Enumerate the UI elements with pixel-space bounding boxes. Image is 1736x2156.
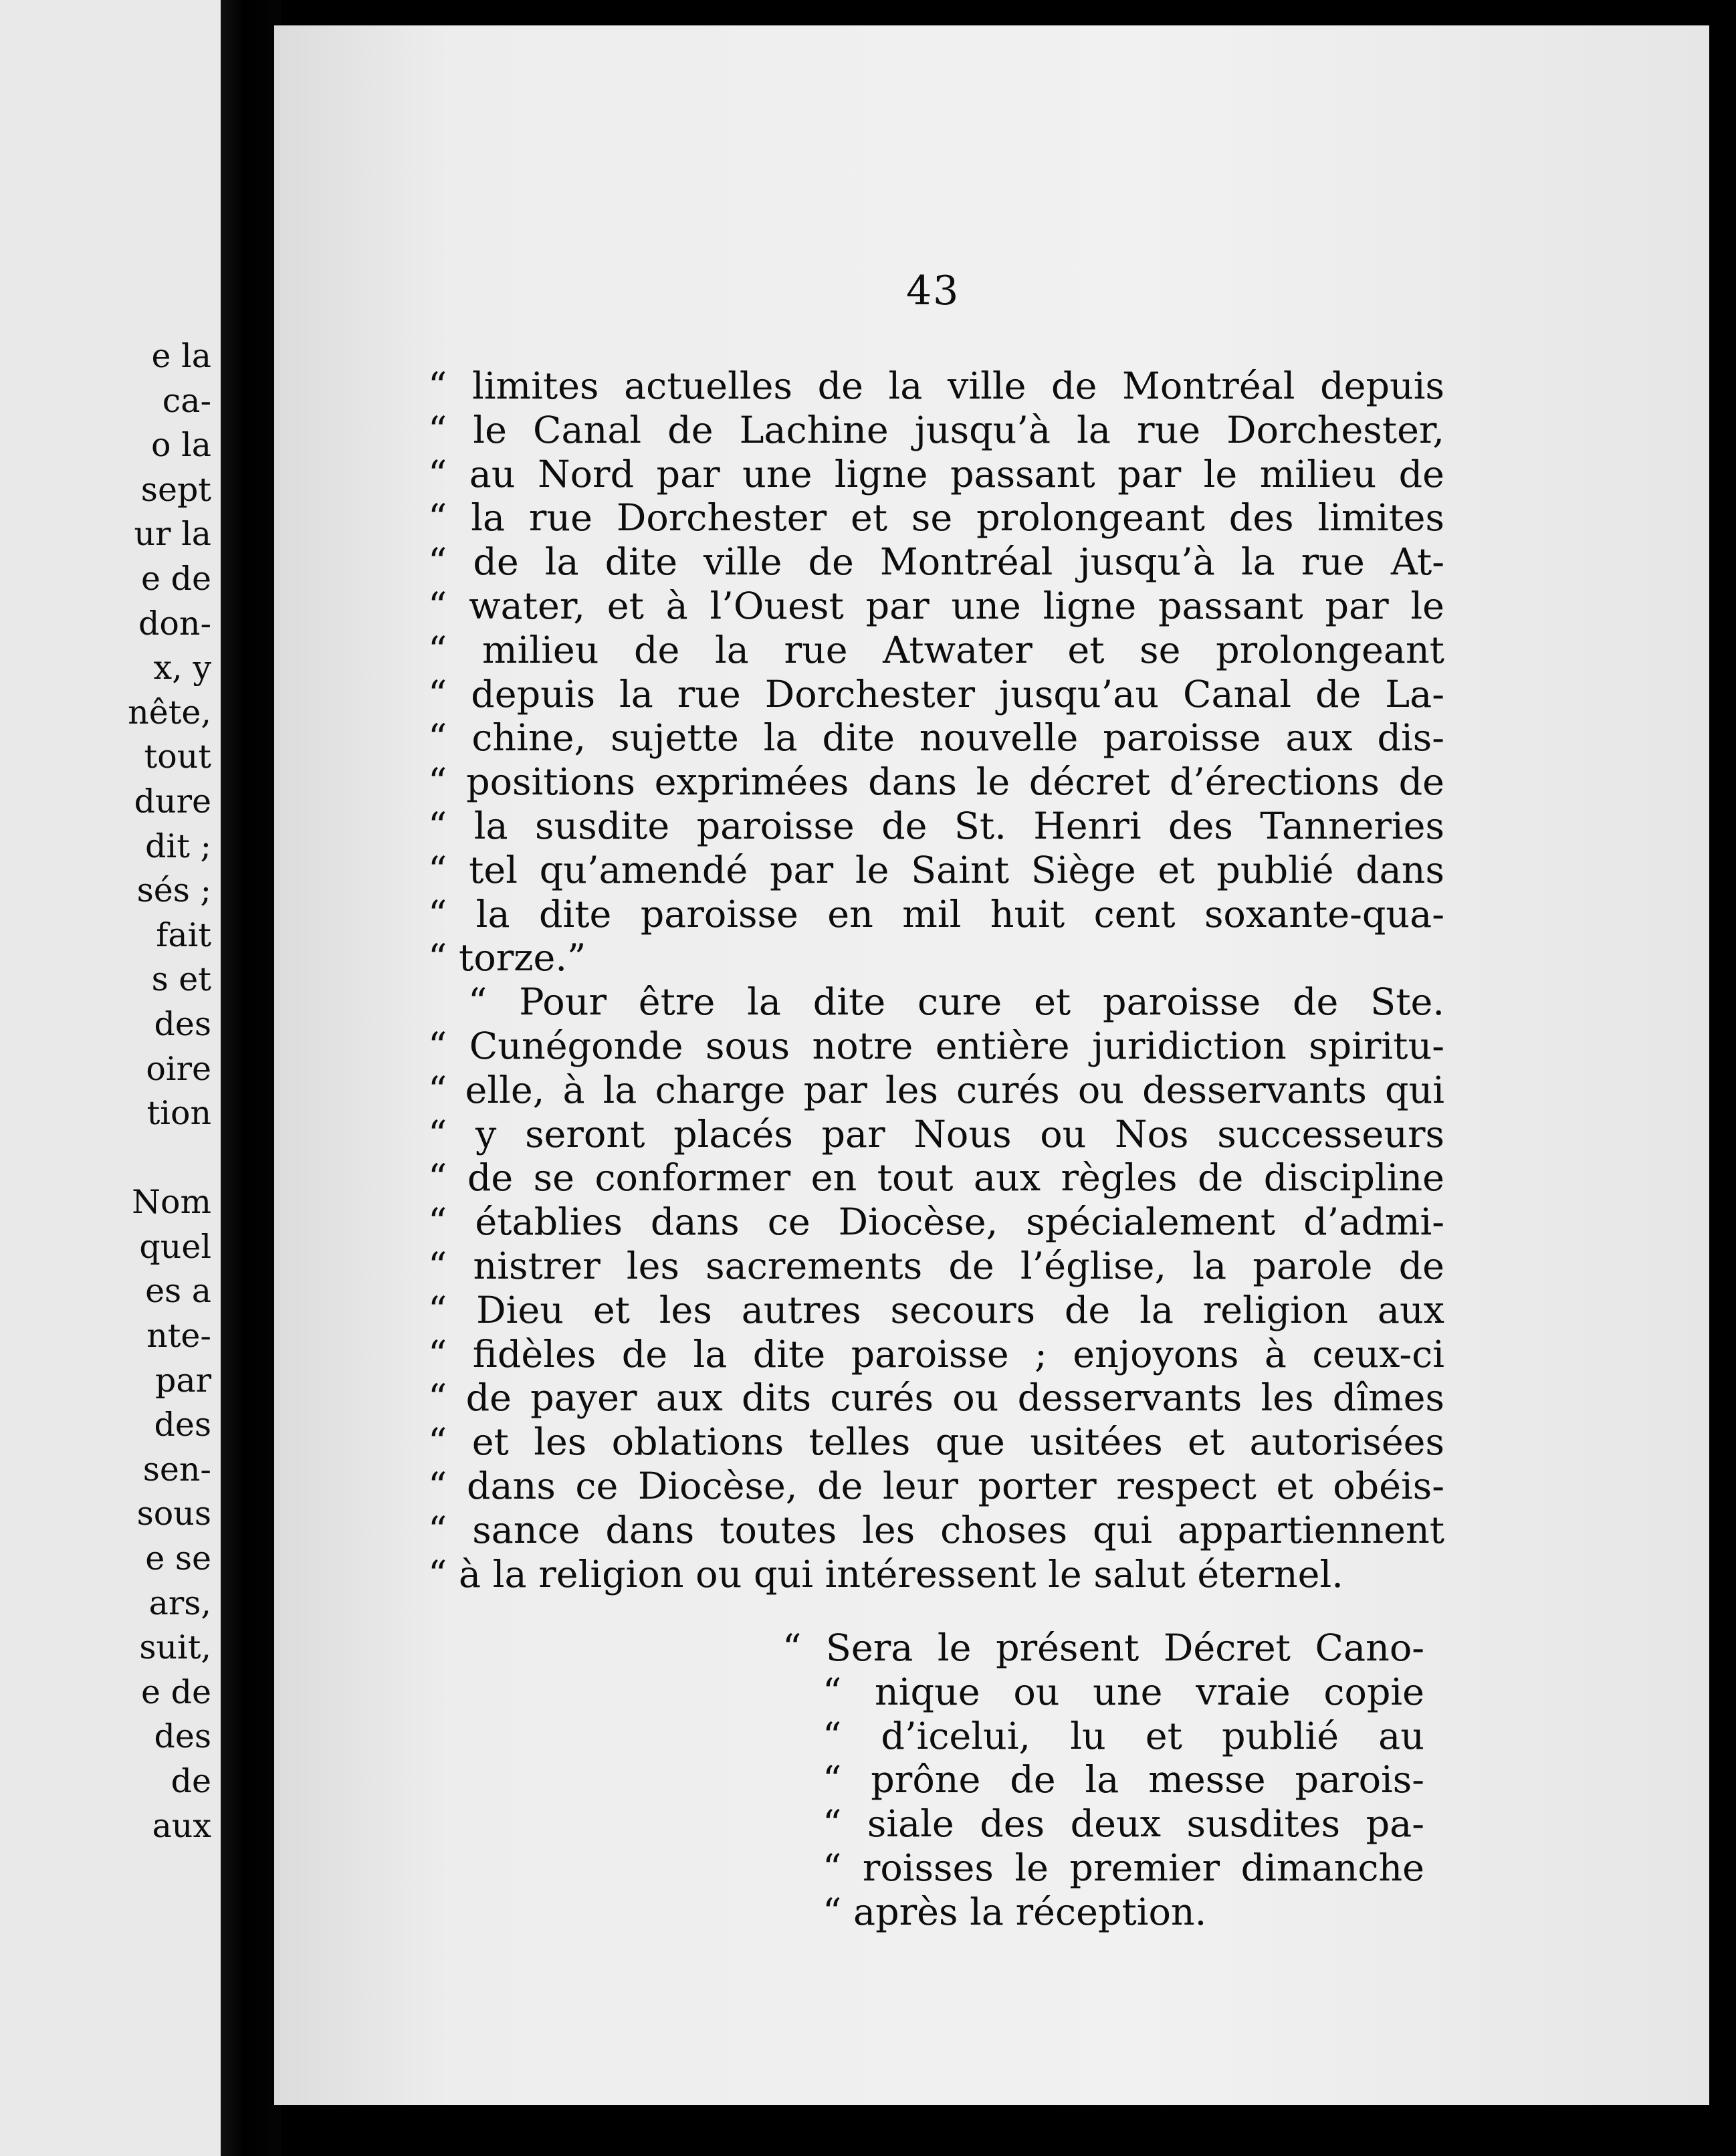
closing-line: “ siale des deux susdites pa- — [823, 1802, 1424, 1846]
closing-line: “ Sera le présent Décret Cano- — [782, 1626, 1424, 1670]
text-line: “ torze.” — [428, 936, 586, 980]
closing-line: “ après la réception. — [823, 1890, 1207, 1934]
text-line: “ la susdite paroisse de St. Henri des Tanneries — [428, 804, 1444, 848]
page-edge — [1709, 25, 1736, 2156]
text-line: “ Dieu et les autres secours de la religion aux — [428, 1288, 1444, 1332]
closing-line: “ nique ou une vraie copie — [823, 1670, 1424, 1714]
text-line: “ nistrer les sacrements de l’église, la parole de — [428, 1244, 1444, 1288]
text-line: “ chine, sujette la dite nouvelle paroisse aux dis- — [428, 716, 1444, 760]
text-line: “ limites actuelles de la ville de Montréal depuis — [428, 364, 1444, 408]
closing-line: “ prône de la messe parois- — [823, 1758, 1424, 1802]
text-line: “ Cunégonde sous notre entière juridiction spiritu- — [428, 1024, 1444, 1068]
text-line: “ et les oblations telles que usitées et autorisées — [428, 1420, 1444, 1465]
text-line: “ à la religion ou qui intéressent le salut éternel. — [428, 1552, 1343, 1596]
text-line: “ milieu de la rue Atwater et se prolongeant — [428, 628, 1444, 672]
text-line: “ la rue Dorchester et se prolongeant des limites — [428, 496, 1444, 540]
page-number: 43 — [906, 267, 960, 314]
text-line: “ de la dite ville de Montréal jusqu’à la rue At- — [428, 540, 1444, 584]
text-line: “ sance dans toutes les choses qui appartiennent — [428, 1508, 1444, 1552]
text-line: “ la dite paroisse en mil huit cent soxante-qua- — [428, 892, 1444, 936]
text-line: “ de payer aux dits curés ou desservants les dîmes — [428, 1376, 1444, 1420]
text-line: “ Pour être la dite cure et paroisse de Ste. — [468, 980, 1444, 1025]
text-line: “ fidèles de la dite paroisse ; enjoyons à ceux-ci — [428, 1332, 1444, 1376]
text-line: “ positions exprimées dans le décret d’érections de — [428, 760, 1444, 804]
text-line: “ y seront placés par Nous ou Nos successeurs — [428, 1112, 1444, 1156]
text-line: “ de se conformer en tout aux règles de discipline — [428, 1156, 1444, 1200]
text-line: “ au Nord par une ligne passant par le milieu de — [428, 452, 1444, 496]
book-gutter — [221, 0, 281, 2156]
left-page-text: e la ca- o la sept ur la e de don- x, y nête, tout dure dit ; sés ; fait s et des oire tion Nom quel es a nte- par des sen- sous e se ars, suit, e de des de aux — [128, 337, 211, 1845]
closing-line: “ roisses le premier dimanche — [823, 1846, 1424, 1890]
closing-paragraph — [782, 1626, 1424, 1935]
text-line: “ le Canal de Lachine jusqu’à la rue Dorchester, — [428, 408, 1444, 452]
text-line: “ dans ce Diocèse, de leur porter respect et obéis- — [428, 1464, 1444, 1508]
text-line: “ établies dans ce Diocèse, spécialement d’admi- — [428, 1200, 1444, 1245]
text-line: “ depuis la rue Dorchester jusqu’au Canal de La- — [428, 672, 1444, 716]
closing-line: “ d’icelui, lu et publié au — [823, 1714, 1424, 1758]
text-line: “ water, et à l’Ouest par une ligne passant par le — [428, 584, 1444, 628]
left-facing-page — [0, 0, 221, 2156]
text-line: “ elle, à la charge par les curés ou desservants qui — [428, 1068, 1444, 1112]
text-line: “ tel qu’amendé par le Saint Siège et publié dans — [428, 848, 1444, 892]
body-text — [428, 364, 1444, 1596]
